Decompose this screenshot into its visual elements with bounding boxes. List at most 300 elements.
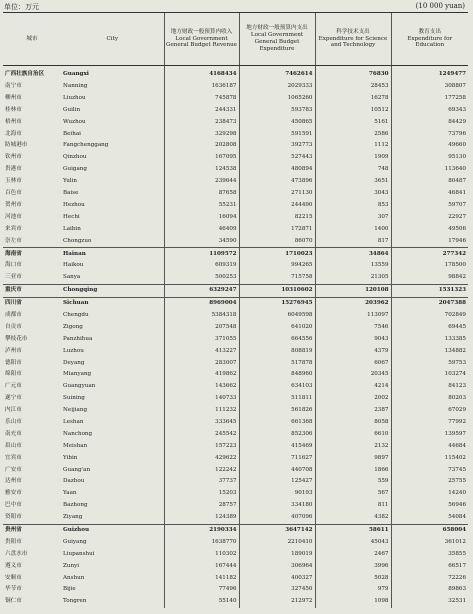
revenue-value: 124389 (164, 512, 239, 524)
city-name-cn: 遵义市 (5, 562, 22, 569)
education-value: 178500 (391, 260, 468, 272)
education-value: 49660 (391, 140, 468, 152)
unit-label-cn: 单位：万元 (4, 3, 39, 11)
expenditure-value: 10310602 (239, 285, 315, 298)
revenue-value: 5384318 (164, 310, 239, 322)
table-row (3, 584, 468, 596)
city-name-cn: 河池市 (5, 213, 22, 220)
revenue-value: 745878 (164, 93, 239, 105)
expenditure-value: 15276945 (239, 297, 315, 309)
expenditure-value: 90193 (239, 488, 315, 500)
city-name-cn: 重庆市 (3, 285, 61, 298)
education-value: 59753 (391, 357, 468, 369)
table-row (3, 369, 468, 381)
col-header-education-cn: 教育支出 (418, 28, 441, 35)
education-value: 49506 (391, 224, 468, 236)
city-name-cn: 泸州市 (5, 347, 22, 354)
science-value: 817 (315, 235, 391, 247)
table-row (3, 512, 468, 524)
education-value: 361012 (391, 537, 468, 549)
education-value: 44684 (391, 441, 468, 453)
city-name-cn: 毕节市 (5, 586, 22, 593)
revenue-value: 283007 (164, 357, 239, 369)
col-header-science (315, 13, 391, 66)
science-value: 7546 (315, 322, 391, 334)
city-name-cn: 梧州市 (5, 118, 22, 125)
expenditure-value: 189019 (239, 549, 315, 561)
education-value: 35855 (391, 549, 468, 561)
table-row (3, 345, 468, 357)
science-value: 1909 (315, 152, 391, 164)
table-row (3, 93, 468, 105)
col-header-science-cn: 科学技术支出 (336, 28, 370, 35)
science-value: 567 (315, 488, 391, 500)
education-value: 95130 (391, 152, 468, 164)
education-value: 115402 (391, 453, 468, 465)
revenue-value: 207548 (164, 322, 239, 334)
science-value: 113097 (315, 310, 391, 322)
city-name-en: Guilin (63, 106, 81, 113)
expenditure-value: 848960 (239, 369, 315, 381)
education-value: 69445 (391, 322, 468, 334)
science-value: 203962 (315, 297, 391, 309)
table-row (3, 152, 468, 164)
city-name-cn: 钦州市 (5, 154, 22, 161)
table-row (3, 453, 468, 465)
table-row (3, 381, 468, 393)
city-name-en: Mianyang (63, 371, 92, 378)
expenditure-value: 86070 (239, 235, 315, 247)
expenditure-value: 125427 (239, 476, 315, 488)
col-header-revenue-en: Local Government General Budget Revenue (166, 35, 237, 49)
education-value: 277342 (391, 248, 468, 260)
expenditure-value: 852306 (239, 429, 315, 441)
table-row (3, 537, 468, 549)
science-value: 5161 (315, 117, 391, 129)
expenditure-value: 244490 (239, 200, 315, 212)
revenue-value: 333645 (164, 417, 239, 429)
city-name-en: Suining (63, 395, 85, 402)
expenditure-value: 172871 (239, 224, 315, 236)
col-header-revenue-cn: 地方财政一般预算内收入 (170, 28, 233, 35)
revenue-value: 124538 (164, 164, 239, 176)
city-name-cn: 广安市 (5, 466, 22, 473)
science-value: 34864 (315, 248, 391, 260)
city-name-cn: 四川省 (3, 297, 61, 309)
city-name-cn: 宜宾市 (5, 454, 22, 461)
city-name-en: Meishan (63, 442, 88, 449)
expenditure-value: 527443 (239, 152, 315, 164)
city-name-en: Panzhihua (63, 335, 93, 342)
expenditure-value: 2210410 (239, 537, 315, 549)
col-header-education-en: Expenditure for Education (407, 35, 453, 49)
expenditure-value: 407096 (239, 512, 315, 524)
city-name-en: Ziyang (63, 514, 83, 521)
city-name-cn: 德阳市 (5, 359, 22, 366)
city-name-en: Yulin (63, 178, 77, 185)
science-value: 4214 (315, 381, 391, 393)
city-name-en: Guiyang (63, 538, 87, 545)
city-name-en: Nanchong (63, 430, 93, 437)
city-name-en: Haikou (63, 262, 84, 269)
city-name-cn: 六盘水市 (5, 550, 28, 557)
science-value: 28453 (315, 81, 391, 93)
table-row (3, 500, 468, 512)
revenue-value: 157223 (164, 441, 239, 453)
city-name-en: Hainan (61, 248, 164, 260)
city-name-cn: 防城港市 (5, 142, 28, 149)
science-value: 559 (315, 476, 391, 488)
education-value: 32531 (391, 596, 468, 608)
table-row (3, 260, 468, 272)
col-header-city-cn: 城市 (3, 13, 61, 66)
table-row (3, 272, 468, 284)
col-header-education (391, 13, 468, 66)
revenue-value: 239644 (164, 176, 239, 188)
revenue-value: 4168434 (164, 66, 239, 81)
city-name-cn: 遂宁市 (5, 395, 22, 402)
science-value: 5028 (315, 572, 391, 584)
col-header-expenditure-en: Local Government General Budget Expenditure (250, 32, 304, 52)
science-value: 1112 (315, 140, 391, 152)
education-value: 66517 (391, 561, 468, 573)
table-row (3, 164, 468, 176)
revenue-value: 34590 (164, 235, 239, 247)
city-name-en: Chongqing (61, 285, 164, 298)
revenue-value: 609319 (164, 260, 239, 272)
science-value: 3043 (315, 188, 391, 200)
education-value: 139597 (391, 429, 468, 441)
education-value: 134882 (391, 345, 468, 357)
city-name-cn: 玉林市 (5, 178, 22, 185)
education-value: 103274 (391, 369, 468, 381)
education-value: 84429 (391, 117, 468, 129)
education-value: 25755 (391, 476, 468, 488)
city-name-cn: 内江市 (5, 407, 22, 414)
table-row (3, 549, 468, 561)
col-header-expenditure-cn: 地方财政一般预算内支出 (246, 25, 308, 32)
science-value: 13559 (315, 260, 391, 272)
city-name-en: Hezhou (63, 201, 85, 208)
revenue-value: 46409 (164, 224, 239, 236)
revenue-value: 55140 (164, 596, 239, 608)
education-value: 22927 (391, 212, 468, 224)
city-name-cn: 海南省 (3, 248, 61, 260)
revenue-value: 413227 (164, 345, 239, 357)
science-value: 2387 (315, 405, 391, 417)
city-name-cn: 柳州市 (5, 94, 22, 101)
education-value: 72226 (391, 572, 468, 584)
city-name-cn: 桂林市 (5, 106, 22, 113)
table-row (3, 596, 468, 608)
expenditure-value: 7462614 (239, 66, 315, 81)
city-name-cn: 资阳市 (5, 514, 22, 521)
table-row (3, 176, 468, 188)
science-value: 307 (315, 212, 391, 224)
city-name-en: Beihai (63, 130, 81, 137)
city-name-en: Qinzhou (63, 154, 87, 161)
table-row (3, 310, 468, 322)
city-name-en: Yaan (63, 490, 77, 497)
city-name-en: Leshan (63, 418, 84, 425)
science-value: 9043 (315, 334, 391, 346)
table-row-region (3, 524, 468, 536)
city-name-en: Nanning (63, 83, 88, 90)
science-value: 10512 (315, 105, 391, 117)
table-row-region (3, 248, 468, 260)
table-body (3, 66, 468, 609)
expenditure-value: 664556 (239, 334, 315, 346)
education-value: 658004 (391, 524, 468, 536)
revenue-value: 8969004 (164, 297, 239, 309)
city-name-en: Zigong (63, 323, 83, 330)
expenditure-value: 517878 (239, 357, 315, 369)
education-value: 17946 (391, 235, 468, 247)
expenditure-value: 450865 (239, 117, 315, 129)
city-name-cn: 贵州省 (3, 524, 61, 536)
education-value: 2047388 (391, 297, 468, 309)
city-name-en: Guangyuan (63, 383, 96, 390)
table-row (3, 224, 468, 236)
city-name-cn: 达州市 (5, 478, 22, 485)
expenditure-value: 212972 (239, 596, 315, 608)
education-value: 80487 (391, 176, 468, 188)
table-row (3, 140, 468, 152)
city-name-cn: 贺州市 (5, 201, 22, 208)
science-value: 6610 (315, 429, 391, 441)
city-name-en: Hechi (63, 213, 80, 220)
expenditure-value: 715758 (239, 272, 315, 284)
education-value: 702849 (391, 310, 468, 322)
science-value: 4379 (315, 345, 391, 357)
expenditure-value: 634103 (239, 381, 315, 393)
revenue-value: 1636187 (164, 81, 239, 93)
revenue-value: 16094 (164, 212, 239, 224)
expenditure-value: 591591 (239, 128, 315, 140)
table-row (3, 105, 468, 117)
col-header-revenue (164, 13, 239, 66)
city-name-cn: 广元市 (5, 383, 22, 390)
revenue-value: 244331 (164, 105, 239, 117)
education-value: 77992 (391, 417, 468, 429)
revenue-value: 15203 (164, 488, 239, 500)
city-name-cn: 南宁市 (5, 83, 22, 90)
table-row (3, 235, 468, 247)
revenue-value: 143662 (164, 381, 239, 393)
city-name-cn: 三亚市 (5, 274, 22, 281)
education-value: 133385 (391, 334, 468, 346)
table-row (3, 81, 468, 93)
table-row (3, 334, 468, 346)
expenditure-value: 82215 (239, 212, 315, 224)
expenditure-value: 593783 (239, 105, 315, 117)
city-name-en: Zunyi (63, 562, 80, 569)
science-value: 811 (315, 500, 391, 512)
expenditure-value: 511811 (239, 393, 315, 405)
expenditure-value: 661368 (239, 417, 315, 429)
education-value: 308807 (391, 81, 468, 93)
revenue-value: 1109572 (164, 248, 239, 260)
revenue-value: 122242 (164, 464, 239, 476)
science-value: 2586 (315, 128, 391, 140)
table-row (3, 429, 468, 441)
education-value: 14240 (391, 488, 468, 500)
expenditure-value: 327450 (239, 584, 315, 596)
expenditure-value: 400327 (239, 572, 315, 584)
expenditure-value: 334180 (239, 500, 315, 512)
science-value: 45043 (315, 537, 391, 549)
revenue-value: 245542 (164, 429, 239, 441)
education-value: 1249477 (391, 66, 468, 81)
city-name-en: Bazhong (63, 502, 88, 509)
col-header-expenditure (239, 13, 315, 66)
table-row (3, 441, 468, 453)
science-value: 120108 (315, 285, 391, 298)
table-row (3, 476, 468, 488)
city-name-cn: 雅安市 (5, 490, 22, 497)
revenue-value: 87658 (164, 188, 239, 200)
city-name-cn: 成都市 (5, 311, 22, 318)
city-name-cn: 安顺市 (5, 574, 22, 581)
city-name-en: Liuzhou (63, 94, 86, 101)
city-name-en: Deyang (63, 359, 85, 366)
city-name-en: Wuzhou (63, 118, 86, 125)
table-row (3, 572, 468, 584)
education-value: 54084 (391, 512, 468, 524)
education-value: 46841 (391, 188, 468, 200)
expenditure-value: 994265 (239, 260, 315, 272)
science-value: 2467 (315, 549, 391, 561)
table-row (3, 188, 468, 200)
science-value: 1866 (315, 464, 391, 476)
table-row-region (3, 297, 468, 309)
education-value: 98842 (391, 272, 468, 284)
city-name-cn: 百色市 (5, 190, 22, 197)
city-name-cn: 海口市 (5, 262, 22, 269)
science-value: 853 (315, 200, 391, 212)
table-row (3, 212, 468, 224)
city-name-en: Guizhou (61, 524, 164, 536)
city-name-cn: 自贡市 (5, 323, 22, 330)
science-value: 76830 (315, 66, 391, 81)
education-value: 69343 (391, 105, 468, 117)
revenue-value: 1638770 (164, 537, 239, 549)
revenue-value: 429622 (164, 453, 239, 465)
science-value: 1400 (315, 224, 391, 236)
col-header-city-en: City (61, 13, 164, 66)
education-value: 56946 (391, 500, 468, 512)
table-row (3, 128, 468, 140)
science-value: 748 (315, 164, 391, 176)
expenditure-value: 392773 (239, 140, 315, 152)
city-name-cn: 崇左市 (5, 237, 22, 244)
col-header-science-en: Expenditure for Science and Technology (318, 35, 388, 49)
city-name-en: Tongren (63, 598, 87, 605)
unit-label-en: (10 000 yuan) (415, 2, 465, 10)
revenue-value: 140733 (164, 393, 239, 405)
city-name-en: Yibin (63, 454, 78, 461)
city-name-en: Fangchenggang (63, 142, 109, 149)
city-name-cn: 攀枝花市 (5, 335, 28, 342)
revenue-value: 419862 (164, 369, 239, 381)
city-name-cn: 广西壮族自治区 (5, 71, 45, 78)
education-value: 89863 (391, 584, 468, 596)
city-name-en: Bijie (63, 586, 76, 593)
expenditure-value: 415469 (239, 441, 315, 453)
expenditure-value: 1710023 (239, 248, 315, 260)
revenue-value: 371055 (164, 334, 239, 346)
city-name-en: Sichuan (61, 297, 164, 309)
science-value: 16278 (315, 93, 391, 105)
table-row (3, 357, 468, 369)
table-row (3, 117, 468, 129)
science-value: 20345 (315, 369, 391, 381)
revenue-value: 110302 (164, 549, 239, 561)
city-name-en: Guigang (63, 166, 87, 173)
expenditure-value: 3647142 (239, 524, 315, 536)
science-value: 3996 (315, 561, 391, 573)
science-value: 6067 (315, 357, 391, 369)
revenue-value: 111232 (164, 405, 239, 417)
science-value: 21305 (315, 272, 391, 284)
city-name-en: Sanya (63, 274, 81, 281)
table-row (3, 200, 468, 212)
expenditure-value: 561826 (239, 405, 315, 417)
city-name-cn: 北海市 (5, 130, 22, 137)
city-name-en: Chengdu (63, 311, 89, 318)
education-value: 67029 (391, 405, 468, 417)
city-name-cn: 绵阳市 (5, 371, 22, 378)
science-value: 2002 (315, 393, 391, 405)
education-value: 80203 (391, 393, 468, 405)
revenue-value: 238473 (164, 117, 239, 129)
city-name-cn: 来宾市 (5, 225, 22, 232)
revenue-value: 167095 (164, 152, 239, 164)
education-value: 177258 (391, 93, 468, 105)
science-value: 2132 (315, 441, 391, 453)
city-name-en: Dazhou (63, 478, 85, 485)
city-name-en: Luzhou (63, 347, 84, 354)
city-name-cn: 巴中市 (5, 502, 22, 509)
city-name-en: Liupanshui (63, 550, 95, 557)
city-name-cn: 贵港市 (5, 166, 22, 173)
table-row (3, 322, 468, 334)
expenditure-value: 641020 (239, 322, 315, 334)
education-value: 59707 (391, 200, 468, 212)
city-name-en: Baise (63, 190, 79, 197)
science-value: 4382 (315, 512, 391, 524)
revenue-value: 37737 (164, 476, 239, 488)
expenditure-value: 808819 (239, 345, 315, 357)
revenue-value: 141182 (164, 572, 239, 584)
expenditure-value: 2029333 (239, 81, 315, 93)
city-name-en: Guang'an (63, 466, 91, 473)
education-value: 84123 (391, 381, 468, 393)
education-value: 113640 (391, 164, 468, 176)
city-name-en: Neijiang (63, 407, 88, 414)
expenditure-value: 6049598 (239, 310, 315, 322)
revenue-value: 329298 (164, 128, 239, 140)
city-name-cn: 乐山市 (5, 418, 22, 425)
city-name-en: Chongzuo (63, 237, 92, 244)
science-value: 1098 (315, 596, 391, 608)
revenue-value: 77496 (164, 584, 239, 596)
science-value: 3651 (315, 176, 391, 188)
revenue-value: 28757 (164, 500, 239, 512)
revenue-value: 167444 (164, 561, 239, 573)
science-value: 9897 (315, 453, 391, 465)
city-name-en: Laibin (63, 225, 81, 232)
